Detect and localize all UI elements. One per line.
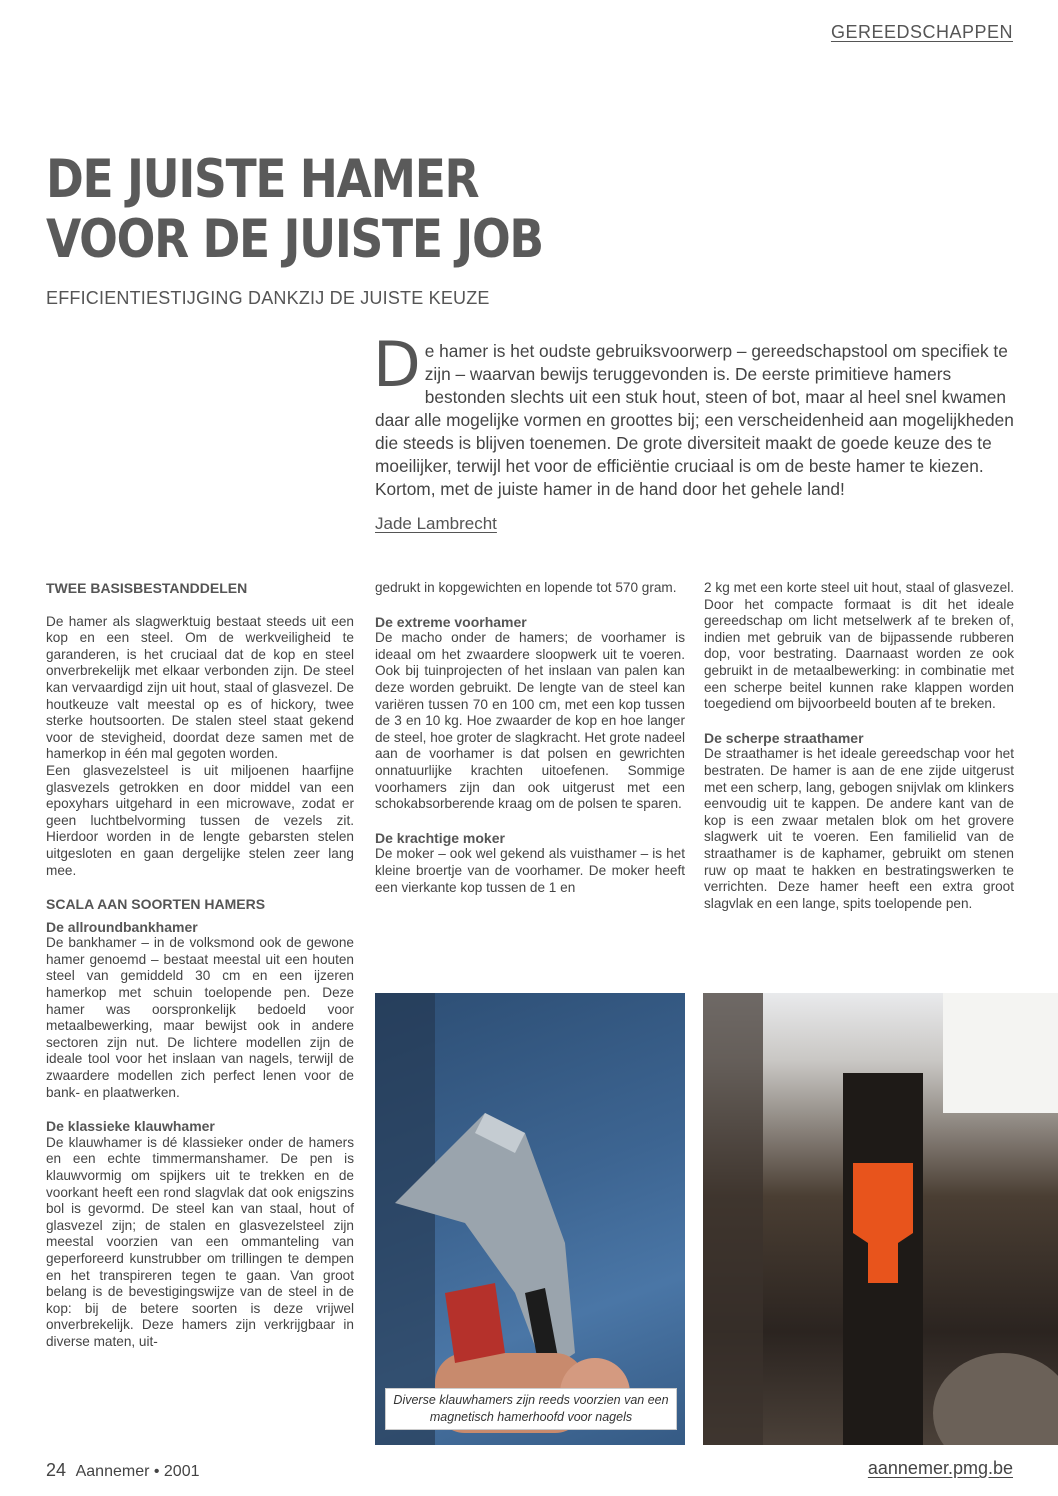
subheading-straathamer: De scherpe straathamer (704, 729, 864, 746)
page-number: 24 (46, 1460, 67, 1480)
column-1 (46, 580, 354, 1351)
paragraph: De moker – ook wel gekend als vuisthamer – is het kleine broertje van de voorhamer. De moker heeft een vierkante kop tussen de 1 en (375, 846, 685, 895)
article-subtitle: EFFICIENTIESTIJGING DANKZIJ DE JUISTE KEUZE (46, 288, 490, 308)
drop-cap: D (373, 328, 421, 401)
column-3 (704, 580, 1014, 912)
author-byline[interactable]: Jade Lambrecht (375, 514, 497, 533)
photo-hammer-handle (703, 993, 1058, 1445)
paragraph: De hamer als slagwerktuig bestaat steeds uit een kop en een steel. Om de werkveiligheid te garanderen, is het cruciaal dat de kop en steel onverbrekelijk met elkaar verbonden zijn. De steel kan vervaardigd zijn uit hout, staal of glasvezel. De houtkeuze valt meestal op es of hickory, twee sterke houtsoorten. De stalen steel staat gekend voor de stevigheid, doordat deze samen met de hamerkop in één mal gegoten worden. (46, 613, 354, 762)
title-line-2: VOOR DE JUISTE JOB (46, 209, 543, 270)
claw-hammer-illustration (375, 993, 685, 1445)
paragraph: gedrukt in kopgewichten en lopende tot 570 gram. (375, 580, 677, 595)
subheading-moker: De krachtige moker (375, 829, 505, 846)
article-title (46, 150, 648, 270)
footer-page-info (46, 1460, 200, 1481)
heading-soorten-hamers: SCALA AAN SOORTEN HAMERS (46, 896, 266, 913)
paragraph: Een glasvezelsteel is uit miljoenen haarfijne glasvezels getrokken en door middel van een epoxyhars uitgehard in een microwave, zodat er geen luchtbelvorming tussen de vezels zit. Hierdoor worden in de lengte gebarsten stelen uitgesloten en gaan dergelijke stelen zeer lang mee. (46, 762, 354, 878)
intro-paragraph (373, 328, 1015, 501)
photo-claw-hammer (375, 993, 685, 1445)
paragraph: 2 kg met een korte steel uit hout, staal of glasvezel. Door het compacte formaat is dit het ideale gereedschap om licht metselwerk af te breken of, indien met gebruik van de bijpassende rubberen dop, voor bestrating. Daarnaast worden ze ook gebruikt in de metaalbewerking: in combinatie met een scherpe beitel kunnen rake klappen worden toegediend om bijvoorbeeld bouten af te breken. (704, 580, 1014, 712)
subheading-klauwhamer: De klassieke klauwhamer (46, 1118, 215, 1135)
paragraph: De macho onder de hamers; de voorhamer is ideaal om het zwaardere sloopwerk uit te voeren. Ook bij tuinprojecten of het inslaan van palen kan deze worden gebruikt. De lengte van de steel kan variëren tussen 70 en 100 cm, met een kop tussen de 3 en 10 kg. Hoe zwaarder de kop en hoe langer de steel, hoe groter de slagkracht. Het grote nadeel aan de voorhamer is dat polsen en gewrichten onnatuurlijke krachten uitoefenen. Sommige voorhamers zijn dan ook uitgerust met een schokabsorberende kraag om de polsen te sparen. (375, 630, 685, 812)
subheading-bankhamer: De allroundbankhamer (46, 918, 198, 935)
paragraph: De klauwhamer is dé klassieker onder de hamers en een echte timmermanshamer. De pen is klauwvormig om spijkers uit te trekken en de voorkant heeft een rond slagvlak dat ook enigszins bol is gevormd. De steel kan van staal, hout of glasvezel zijn; de stalen en glasvezelsteel zijn meestal voorzien van een ommanteling van geperforeerd kunstrubber om trillingen te dempen en het transpireren tegen te gaan. Van groot belang is de bevestigingswijze van de steel in de kop: bij de betere soorten is deze vrijwel onverbrekelijk. Deze hamers zijn verkrijgbaar in diverse maten, uit- (46, 1134, 354, 1349)
section-tag: GEREEDSCHAPPEN (830, 22, 1013, 42)
subheading-voorhamer: De extreme voorhamer (375, 613, 527, 630)
publication-name: Aannemer • 2001 (75, 1463, 200, 1480)
column-2 (375, 580, 685, 896)
heading-basisbestanddelen: TWEE BASISBESTANDDELEN (46, 580, 248, 596)
hammer-handle-illustration (703, 993, 1058, 1445)
footer-url-link[interactable]: aannemer.pmg.be (867, 1458, 1013, 1478)
title-line-1: DE JUISTE HAMER (46, 149, 479, 210)
intro-text: e hamer is het oudste gebruiksvoorwerp – gereedschapstool om specifiek te zijn – waarvan bewijs teruggevonden is. De eerste primitieve hamers bestonden slechts uit een stuk hout, steen of bot, maar al heel snel kwamen daar alle mogelijke vormen en groottes bij; een verscheidenheid aan mogelijkheden die steeds is blijven toenemen. De grote diversiteit maakt de goede keuze des te moeilijker, terwijl het voor de efficiëntie cruciaal is om de beste hamer te kiezen. Kortom, met de juiste hamer in de hand door het gehele land! (375, 341, 1014, 499)
paragraph: De straathamer is het ideale gereedschap voor het bestraten. De hamer is aan de ene zijde uitgerust met een scherp, lang, gebogen snijvlak om klinkers eenvoudig uit te kappen. De andere kant van de kop is een zwaar metalen blok om het grovere slagwerk uit te voeren. Een familielid van de straathamer is de kaphamer, gebruikt om stenen ruw op maat te hakken en bestratingswerken te verrichten. Deze hamer heeft een extra groot slagvlak en een lange, spits toelopende pen. (704, 746, 1014, 911)
photo-caption: Diverse klauwhamers zijn reeds voorzien van een magnetisch hamerhoofd voor nagels (385, 1388, 677, 1430)
paragraph: De bankhamer – in de volksmond ook de gewone hamer genoemd – bestaat meestal uit een houten steel van gemiddeld 30 cm en een ijzeren hamerkop met schuin toelopende pen. Deze hamer was oorspronkelijk bedoeld voor metaalbewerking, maar bewijst ook in andere sectoren zijn nut. De lichtere modellen zijn de ideale tool voor het inslaan van nagels, terwijl de zwaardere modellen zich perfect lenen voor de bank- en plaatwerken. (46, 935, 354, 1100)
